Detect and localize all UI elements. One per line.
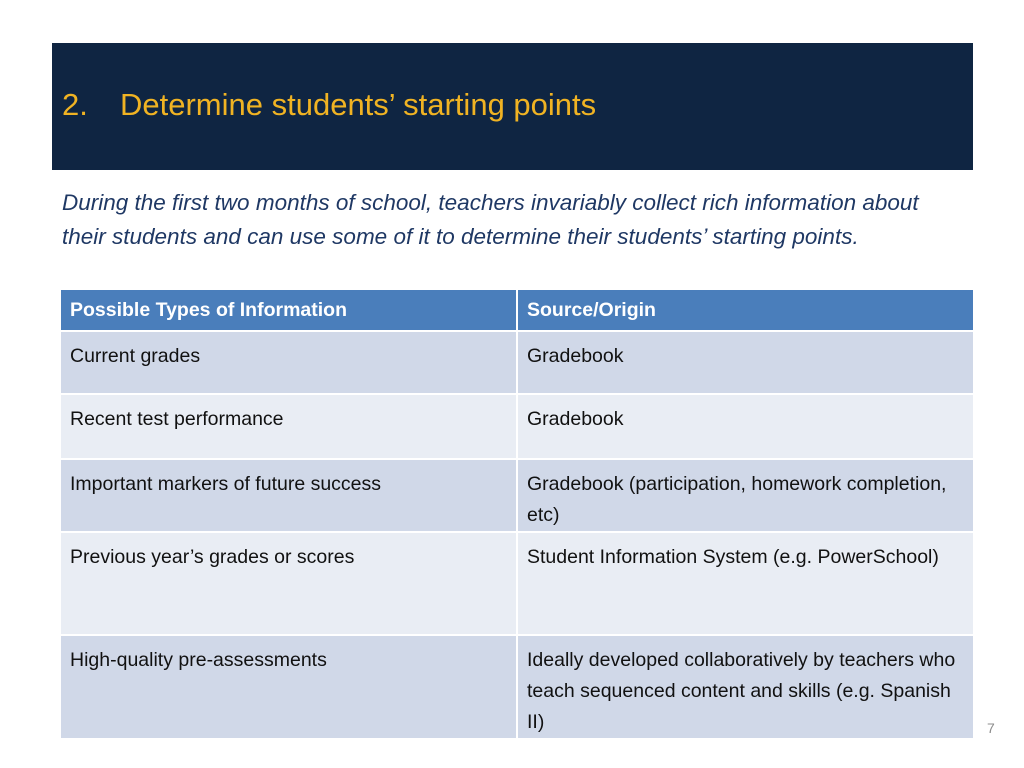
header-types-of-information: Possible Types of Information	[61, 290, 517, 331]
table-row	[61, 532, 973, 635]
table-cell-information: Recent test performance	[61, 394, 517, 459]
table-header-row	[61, 290, 973, 331]
title-label: Determine students’ starting points	[120, 87, 597, 122]
table-cell-information: Important markers of future success	[61, 459, 517, 532]
intro-paragraph: During the first two months of school, teachers invariably collect rich information about their students and can use some of it to determine their students’ starting points.	[62, 190, 919, 249]
title-banner	[52, 43, 973, 170]
table-row	[61, 331, 973, 394]
table-cell-source: Gradebook	[517, 331, 973, 394]
header-source-origin: Source/Origin	[517, 290, 973, 331]
table-row	[61, 635, 973, 738]
table-cell-information: Current grades	[61, 331, 517, 394]
information-table	[61, 290, 973, 738]
table-cell-source: Gradebook (participation, homework completion, etc)	[517, 459, 973, 532]
page-number: 7	[987, 720, 995, 736]
table-cell-source: Student Information System (e.g. PowerSchool)	[517, 532, 973, 635]
table-cell-information: Previous year’s grades or scores	[61, 532, 517, 635]
table-row	[61, 459, 973, 532]
slide-title	[62, 87, 596, 123]
table-row	[61, 394, 973, 459]
table-cell-source: Ideally developed collaboratively by teachers who teach sequenced content and skills (e.g. Spanish II)	[517, 635, 973, 738]
table-cell-source: Gradebook	[517, 394, 973, 459]
table-cell-information: High-quality pre-assessments	[61, 635, 517, 738]
title-number: 2.	[62, 87, 88, 122]
